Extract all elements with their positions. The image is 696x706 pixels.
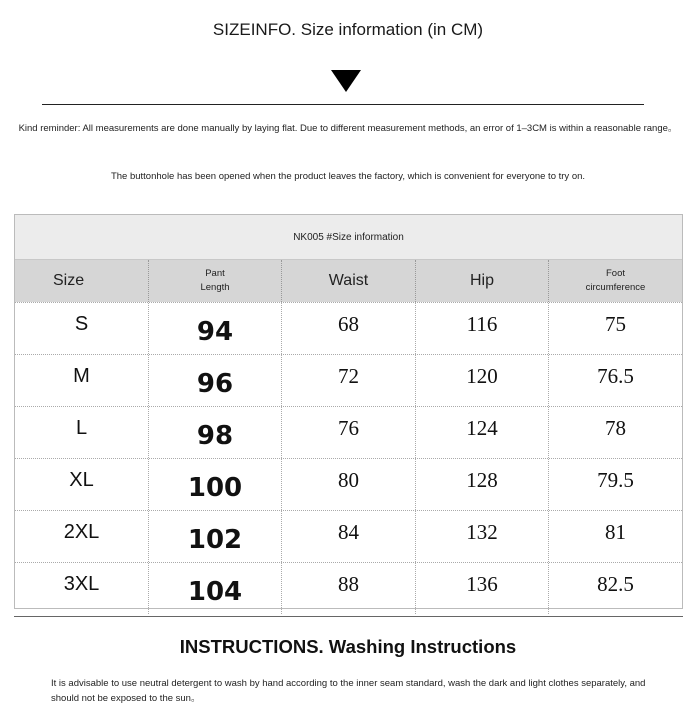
cell-waist: 72: [282, 355, 416, 406]
kind-reminder: Kind reminder: All measurements are done manually by laying flat. Due to different measurement methods, an error of 1–3CM is within a reasonable range。: [18, 123, 678, 134]
cell-size: XL: [15, 459, 149, 510]
cell-pant-length: 104: [149, 563, 282, 614]
cell-foot: 79.5: [597, 468, 634, 492]
header-waist: Waist: [282, 260, 416, 302]
cell-hip: 124: [416, 407, 549, 458]
cell-hip: 132: [416, 511, 549, 562]
cell-size: 3XL: [15, 563, 149, 614]
table-header-row: [15, 260, 682, 302]
cell-hip: 136: [416, 563, 549, 614]
instructions-text: It is advisable to use neutral detergent to wash by hand according to the inner seam standard, wash the dark and light clothes separately, and should not be exposed to the sun。: [51, 678, 646, 704]
cell-size: M: [15, 355, 149, 406]
cell-waist: 88: [282, 563, 416, 614]
table-row: [15, 562, 682, 614]
header-pant-length-label: Pant Length: [200, 268, 230, 293]
header-foot-circumference-label: Foot circumference: [585, 268, 646, 293]
cell-hip: 120: [416, 355, 549, 406]
cell-waist: 76: [282, 407, 416, 458]
cell-pant-length: 94: [149, 303, 282, 354]
buttonhole-note: The buttonhole has been opened when the product leaves the factory, which is convenient for everyone to try on.: [110, 171, 586, 182]
cell-hip: 116: [416, 303, 549, 354]
down-triangle-icon: [331, 70, 361, 92]
divider: [42, 104, 644, 105]
cell-pant-length: 98: [149, 407, 282, 458]
cell-hip: 128: [416, 459, 549, 510]
table-row: [15, 406, 682, 458]
cell-foot: 78: [605, 416, 626, 440]
divider: [14, 616, 683, 617]
cell-foot: 82.5: [597, 572, 634, 596]
cell-size: S: [15, 303, 149, 354]
cell-foot: 76.5: [597, 364, 634, 388]
cell-waist: 68: [282, 303, 416, 354]
table-row: [15, 458, 682, 510]
cell-size: 2XL: [15, 511, 149, 562]
cell-waist: 84: [282, 511, 416, 562]
table-caption: NK005 #Size information: [15, 215, 682, 260]
cell-size: L: [15, 407, 149, 458]
table-row: [15, 510, 682, 562]
cell-pant-length: 102: [149, 511, 282, 562]
cell-waist: 80: [282, 459, 416, 510]
cell-foot: 75: [605, 312, 626, 336]
header-size: Size: [15, 260, 149, 302]
cell-pant-length: 100: [149, 459, 282, 510]
table-row: [15, 302, 682, 354]
table-row: [15, 354, 682, 406]
header-foot-circumference: [549, 260, 682, 302]
header-pant-length: [149, 260, 282, 302]
header-hip: Hip: [416, 260, 549, 302]
size-table: [14, 214, 683, 609]
instructions-title: INSTRUCTIONS. Washing Instructions: [179, 636, 517, 657]
cell-pant-length: 96: [149, 355, 282, 406]
cell-foot: 81: [605, 520, 626, 544]
page-title: SIZEINFO. Size information (in CM): [212, 20, 484, 39]
